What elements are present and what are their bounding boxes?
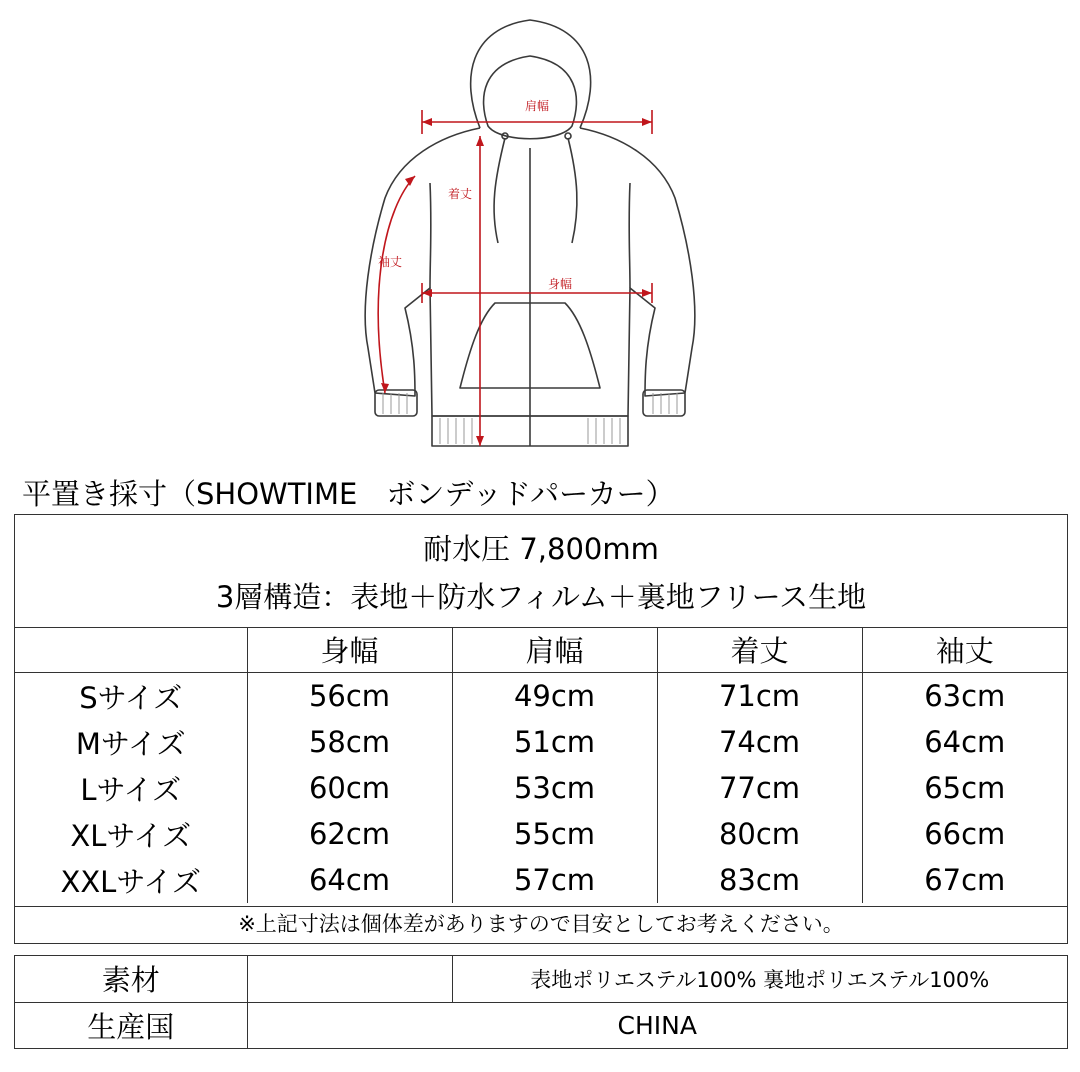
length-value: 77cm (657, 765, 862, 811)
spec-header (15, 515, 1067, 628)
length-value: 74cm (657, 719, 862, 765)
structure-text: 3層構造：表地＋防水フィルム＋裏地フリース生地 (215, 580, 867, 614)
length-label: 着丈 (447, 187, 473, 201)
size-label: XXLサイズ (15, 857, 247, 903)
material-label: 素材 (15, 956, 247, 1002)
column-header-sleeve: 袖丈 (862, 627, 1067, 673)
shoulder-value: 51cm (452, 719, 657, 765)
size-note: ※上記寸法は個体差がありますので目安としてお考えください。 (15, 906, 1067, 943)
sleeve-measure (378, 176, 415, 393)
table-row (15, 673, 1067, 720)
country-value: CHINA (247, 1002, 1067, 1048)
sleeve-value: 64cm (924, 725, 1006, 759)
shoulder-label: 肩幅 (524, 99, 550, 113)
body-value: 62cm (247, 811, 452, 857)
size-label: Lサイズ (15, 765, 247, 811)
size-table (15, 627, 1067, 903)
size-label: Sサイズ (15, 673, 247, 720)
shoulder-value: 57cm (452, 857, 657, 903)
table-row (15, 857, 1067, 903)
body-value: 64cm (247, 857, 452, 903)
material-row (15, 956, 1067, 1002)
drawstring-right (568, 138, 577, 243)
length-value: 71cm (657, 673, 862, 720)
body-label: 身幅 (547, 277, 573, 291)
size-label: Mサイズ (15, 719, 247, 765)
drawstring-left (494, 138, 505, 243)
column-header-shoulder: 肩幅 (452, 627, 657, 673)
material-blank-cell (247, 956, 452, 1002)
country-row (15, 1002, 1067, 1048)
table-row (15, 719, 1067, 765)
shoulder-value: 55cm (452, 811, 657, 857)
body-value: 58cm (247, 719, 452, 765)
body-value: 60cm (247, 765, 452, 811)
sleeve-label: 袖丈 (377, 255, 403, 269)
sleeve-value: 67cm (924, 863, 1006, 897)
length-value: 80cm (657, 811, 862, 857)
sleeve-value: 65cm (924, 771, 1006, 805)
hoodie-measurement-diagram (330, 8, 730, 456)
country-label: 生産国 (15, 1002, 247, 1048)
body-value: 56cm (247, 673, 452, 720)
column-header-length: 着丈 (657, 627, 862, 673)
table-row (15, 811, 1067, 857)
size-table-header (15, 627, 1067, 673)
water-resistance-text: 耐水圧 7,800mm (423, 532, 659, 566)
spec-table-box (14, 514, 1068, 944)
size-label: XLサイズ (15, 811, 247, 857)
sleeve-value: 63cm (924, 679, 1006, 713)
material-table-box (14, 955, 1068, 1049)
page-title: 平置き採寸（SHOWTIME ボンデッドパーカー） (22, 477, 675, 511)
column-header-blank (15, 627, 247, 673)
shoulder-value: 49cm (452, 673, 657, 720)
table-row (15, 765, 1067, 811)
material-table (15, 956, 1067, 1048)
material-value: 表地ポリエステル100% 裏地ポリエステル100% (452, 956, 1067, 1002)
shoulder-value: 53cm (452, 765, 657, 811)
length-value: 83cm (657, 857, 862, 903)
column-header-body: 身幅 (247, 627, 452, 673)
sleeve-value: 66cm (924, 817, 1006, 851)
hood-opening (484, 56, 577, 139)
